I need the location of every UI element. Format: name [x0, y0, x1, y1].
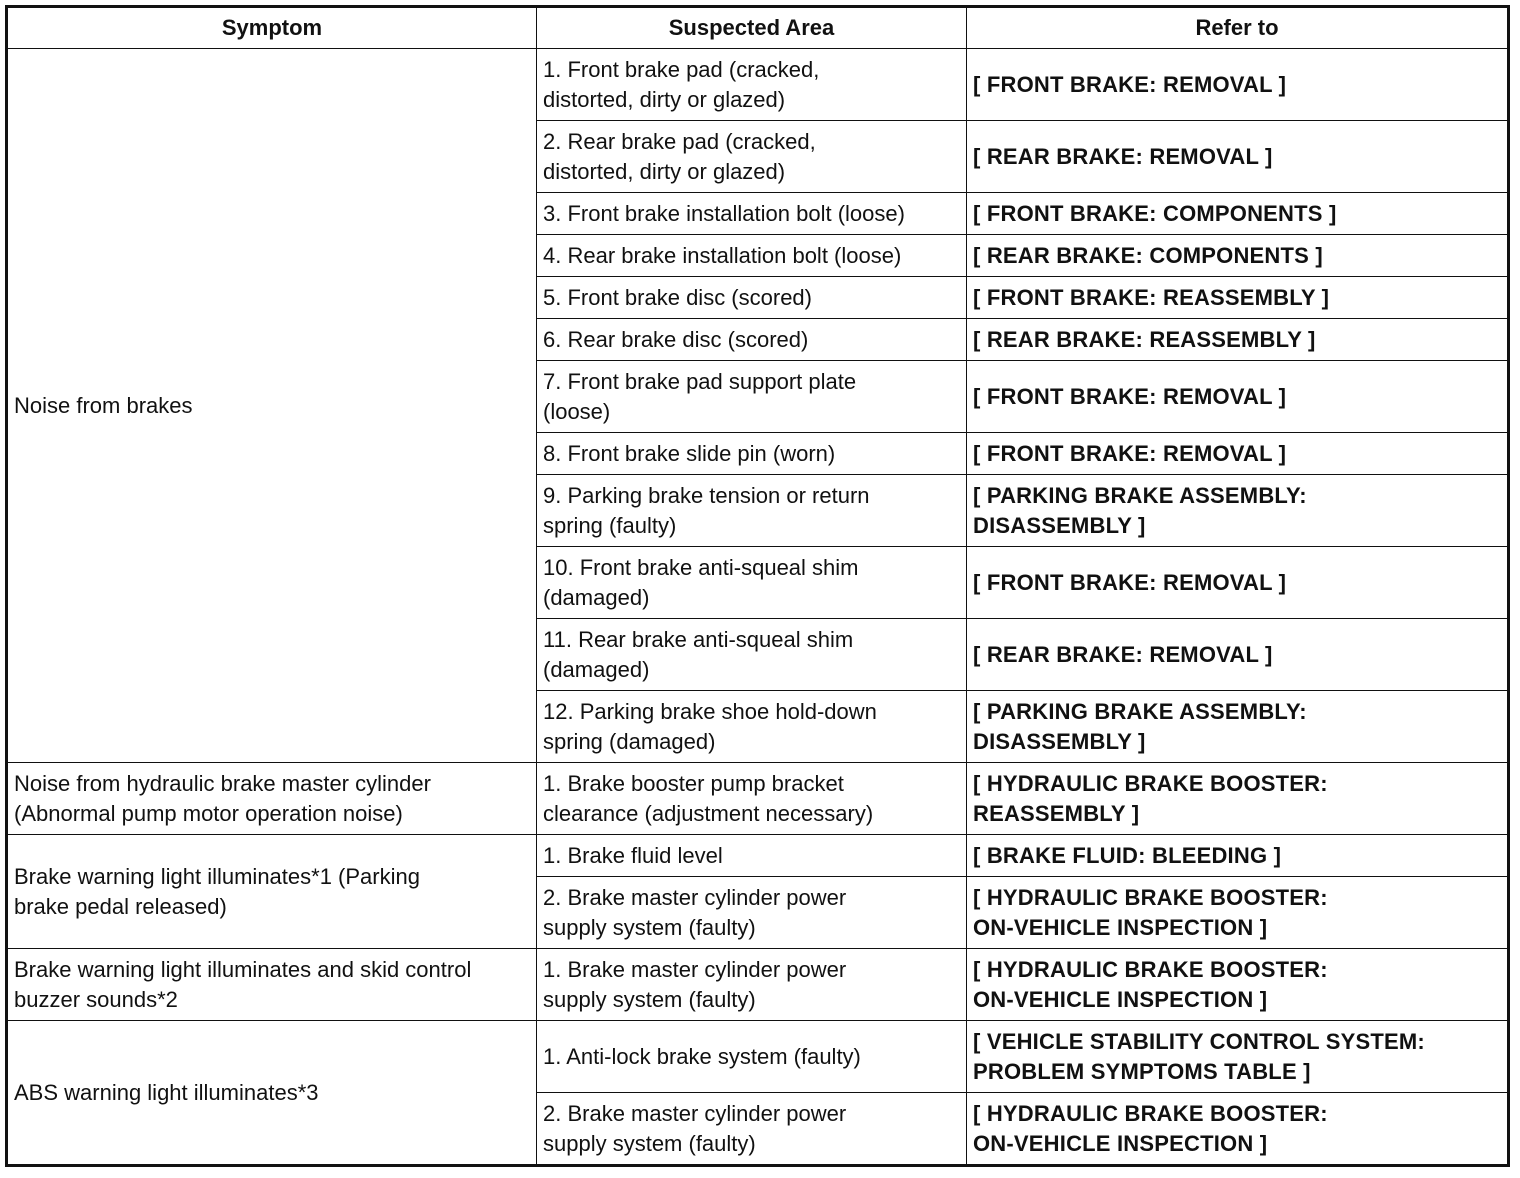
suspected-area-cell: 3. Front brake installation bolt (loose): [537, 193, 967, 235]
header-row: [7, 7, 1509, 49]
suspected-area-cell: 1. Brake booster pump bracket clearance (adjustment necessary): [537, 763, 967, 835]
problem-symptoms-table: [5, 5, 1510, 1167]
suspected-area-cell: 10. Front brake anti-squeal shim (damaged): [537, 547, 967, 619]
refer-to-cell: [ FRONT BRAKE: REMOVAL ]: [967, 361, 1509, 433]
table-row: [7, 949, 1509, 1021]
suspected-area-cell: 1. Front brake pad (cracked, distorted, dirty or glazed): [537, 49, 967, 121]
header-symptom: Symptom: [7, 7, 537, 49]
refer-to-cell: [ FRONT BRAKE: REMOVAL ]: [967, 547, 1509, 619]
refer-to-cell: [ BRAKE FLUID: BLEEDING ]: [967, 835, 1509, 877]
refer-to-cell: [ HYDRAULIC BRAKE BOOSTER: ON-VEHICLE INSPECTION ]: [967, 877, 1509, 949]
table-row: [7, 763, 1509, 835]
suspected-area-cell: 5. Front brake disc (scored): [537, 277, 967, 319]
table-row: [7, 835, 1509, 877]
symptom-cell: Noise from hydraulic brake master cylinder (Abnormal pump motor operation noise): [7, 763, 537, 835]
symptom-cell: Noise from brakes: [7, 49, 537, 763]
suspected-area-cell: 4. Rear brake installation bolt (loose): [537, 235, 967, 277]
refer-to-cell: [ HYDRAULIC BRAKE BOOSTER: ON-VEHICLE INSPECTION ]: [967, 949, 1509, 1021]
refer-to-cell: [ PARKING BRAKE ASSEMBLY: DISASSEMBLY ]: [967, 475, 1509, 547]
symptom-cell: Brake warning light illuminates and skid control buzzer sounds*2: [7, 949, 537, 1021]
suspected-area-cell: 8. Front brake slide pin (worn): [537, 433, 967, 475]
refer-to-cell: [ PARKING BRAKE ASSEMBLY: DISASSEMBLY ]: [967, 691, 1509, 763]
refer-to-cell: [ FRONT BRAKE: REMOVAL ]: [967, 49, 1509, 121]
suspected-area-cell: 1. Anti-lock brake system (faulty): [537, 1021, 967, 1093]
refer-to-cell: [ REAR BRAKE: COMPONENTS ]: [967, 235, 1509, 277]
header-suspected-area: Suspected Area: [537, 7, 967, 49]
refer-to-cell: [ FRONT BRAKE: REASSEMBLY ]: [967, 277, 1509, 319]
refer-to-cell: [ HYDRAULIC BRAKE BOOSTER: ON-VEHICLE INSPECTION ]: [967, 1093, 1509, 1166]
suspected-area-cell: 1. Brake master cylinder power supply system (faulty): [537, 949, 967, 1021]
refer-to-cell: [ REAR BRAKE: REMOVAL ]: [967, 619, 1509, 691]
symptom-cell: ABS warning light illuminates*3: [7, 1021, 537, 1166]
symptom-cell: Brake warning light illuminates*1 (Parking brake pedal released): [7, 835, 537, 949]
suspected-area-cell: 12. Parking brake shoe hold-down spring (damaged): [537, 691, 967, 763]
table-row: [7, 1021, 1509, 1093]
refer-to-cell: [ REAR BRAKE: REMOVAL ]: [967, 121, 1509, 193]
suspected-area-cell: 2. Rear brake pad (cracked, distorted, dirty or glazed): [537, 121, 967, 193]
suspected-area-cell: 11. Rear brake anti-squeal shim (damaged): [537, 619, 967, 691]
refer-to-cell: [ VEHICLE STABILITY CONTROL SYSTEM: PROBLEM SYMPTOMS TABLE ]: [967, 1021, 1509, 1093]
refer-to-cell: [ FRONT BRAKE: REMOVAL ]: [967, 433, 1509, 475]
suspected-area-cell: 1. Brake fluid level: [537, 835, 967, 877]
refer-to-cell: [ HYDRAULIC BRAKE BOOSTER: REASSEMBLY ]: [967, 763, 1509, 835]
suspected-area-cell: 2. Brake master cylinder power supply system (faulty): [537, 877, 967, 949]
suspected-area-cell: 7. Front brake pad support plate (loose): [537, 361, 967, 433]
suspected-area-cell: 9. Parking brake tension or return spring (faulty): [537, 475, 967, 547]
suspected-area-cell: 6. Rear brake disc (scored): [537, 319, 967, 361]
refer-to-cell: [ FRONT BRAKE: COMPONENTS ]: [967, 193, 1509, 235]
table-row: [7, 49, 1509, 121]
refer-to-cell: [ REAR BRAKE: REASSEMBLY ]: [967, 319, 1509, 361]
suspected-area-cell: 2. Brake master cylinder power supply system (faulty): [537, 1093, 967, 1166]
header-refer-to: Refer to: [967, 7, 1509, 49]
